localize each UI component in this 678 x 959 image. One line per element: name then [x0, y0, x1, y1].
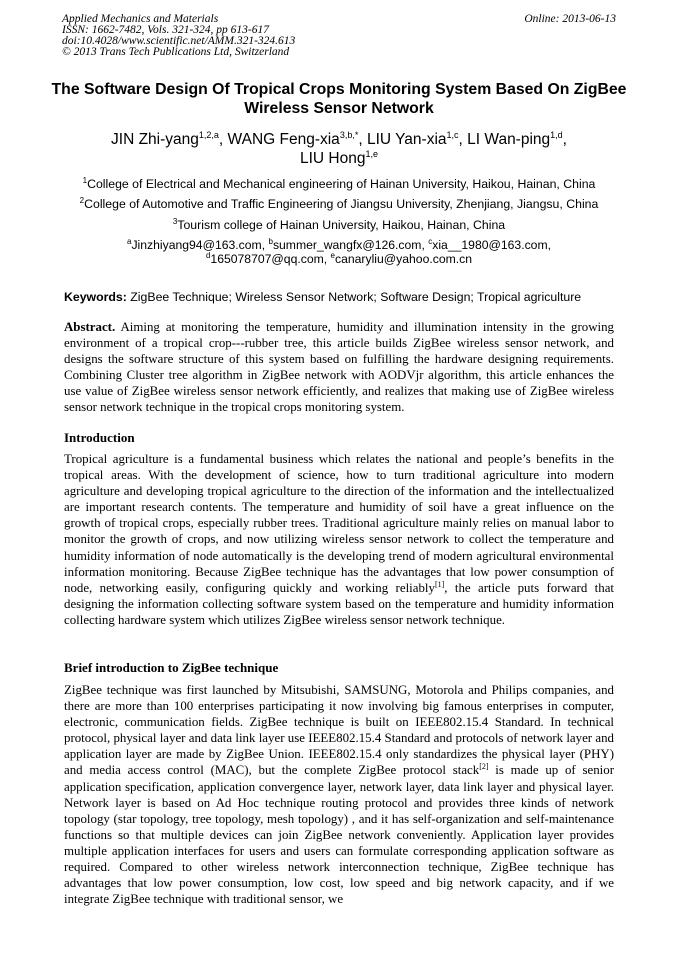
author-separator: ,: [358, 131, 367, 148]
abstract-label: Abstract.: [64, 320, 116, 334]
author-affil-mark: 1,d: [550, 130, 563, 140]
author-name: JIN Zhi-yang: [111, 131, 199, 148]
author-name: WANG Feng-xia: [227, 131, 340, 148]
author-separator: ,: [458, 131, 468, 148]
email-link[interactable]: xia__1980@163.com: [432, 238, 548, 252]
affiliation-mark: 1: [82, 176, 88, 185]
journal-issn: ISSN: 1662-7482, Vols. 321-324, pp 613-617: [62, 24, 269, 36]
email-mark: e: [330, 251, 335, 260]
journal-doi: doi:10.4028/www.scientific.net/AMM.321-324.613: [62, 35, 296, 47]
email-mark: a: [126, 237, 132, 246]
author-name: LI Wan-ping: [467, 131, 551, 148]
email-mark: b: [268, 237, 273, 246]
paragraph-text: ZigBee technique was first launched by Mitsubishi, SAMSUNG, Motorola and Philips companies, and there are more than 100 enterprises participating it now involving big famous enterprises in computer, electronic, communication fields. ZigBee technique is built on IEEE802.15.4 Standard. In technical protocol, physical layer and data link layer use IEEE802.15.4 Standard and protocols of network layer and application layer are made by ZigBee Union. IEEE802.15.4 only standardizes the physical layer (PHY) and media access control (MAC), but the complete ZigBee protocol stack: [64, 683, 614, 778]
citation-ref[interactable]: [2]: [479, 762, 489, 772]
citation-ref[interactable]: [1]: [434, 579, 445, 589]
journal-header: [62, 14, 616, 58]
journal-name: Applied Mechanics and Materials: [62, 13, 219, 25]
author-separator: ,: [218, 131, 228, 148]
author-emails: $^a$Jinzhiyang94@163.com, $^b$summer_wangfx@126.com, $^c$xia__1980@163.com, $^d$165078707@qq.com, $^e$canaryliu@yahoo.com.cn: [126, 237, 552, 266]
journal-copyright: © 2013 Trans Tech Publications Ltd, Switzerland: [62, 46, 290, 58]
email-separator: ,: [323, 252, 331, 266]
introduction-paragraph: [64, 451, 614, 628]
email-mark: d: [205, 251, 211, 260]
author-affil-mark: 1,e: [365, 149, 378, 159]
section-heading-zigbee: Brief introduction to ZigBee technique: [64, 660, 279, 675]
author-name: LIU Hong: [300, 150, 366, 167]
affiliation-2: [40, 197, 638, 211]
author-list: JIN Zhi-yang$^{1,2,a}$, WANG Feng-xia$^{3,b,*}$, LIU Yan-xia$^{1,c}$, LI Wan-ping$^{1,d}$, LIU Hong$^{1,e}$: [111, 130, 567, 167]
author-affil-mark: 1,2,a: [198, 130, 219, 140]
author-affil-mark: 1,c: [446, 130, 459, 140]
author-affil-mark: 3,b,*: [339, 130, 359, 140]
email-link[interactable]: 165078707@qq.com: [210, 252, 324, 266]
affiliation-1: [40, 177, 638, 191]
section-heading-introduction: Introduction: [64, 430, 135, 445]
affiliation-text: College of Electrical and Mechanical engineering of Hainan University, Haikou, Hainan, China: [87, 177, 596, 191]
paragraph-text: is made up of senior application specification, application convergence layer, network layer, data link layer and physical layer. Network layer is based on Ad Hoc technique routing protocol and provides three kinds of network topology (star topology, tree topology, mesh topology) , and it has self-organization and self-maintenance functions so that multiple devices can join ZigBee network conveniently. Application layer provides multiple application interfaces for users and users can formulate corresponding application software as required. Compared to other wireless network interconnection technique, ZigBee technique has advantages that low power consumption, low cost, low speed and big network capacity, and if we integrate ZigBee technique with traditional sensor, we: [64, 763, 614, 907]
online-date: Online: 2013-06-13: [524, 13, 616, 25]
keywords-text: ZigBee Technique; Wireless Sensor Network; Software Design; Tropical agriculture: [126, 290, 582, 304]
keywords-label: Keywords:: [64, 290, 127, 304]
email-link[interactable]: Jinzhiyang94@163.com: [131, 238, 262, 252]
affiliation-text: College of Automotive and Traffic Engineering of Jiangsu University, Zhenjiang, Jiangsu, China: [84, 197, 599, 211]
email-separator: ,: [421, 238, 429, 252]
zigbee-paragraph: [64, 682, 614, 907]
author-name: LIU Yan-xia: [366, 131, 447, 148]
paper-title: The Software Design Of Tropical Crops Monitoring System Based On ZigBee Wireless Sensor Network: [51, 81, 627, 117]
email-separator: ,: [261, 238, 269, 252]
keywords: [64, 290, 618, 304]
affiliation-mark: 3: [172, 217, 178, 226]
abstract-text: Aiming at monitoring the temperature, humidity and illumination intensity in the growing environment of a tropical crop---rubber tree, this article builds ZigBee wireless sensor network, and designs the software structure of this system based on fulfilling the hardware designing requirements. Combining Cluster tree algorithm in ZigBee network with AODVjr algorithm, this article enhances the use value of ZigBee wireless sensor network efficiently, and realizes that making use of ZigBee wireless sensor network technique in the tropical crops monitoring system.: [64, 320, 614, 415]
affiliation-mark: 2: [79, 196, 85, 205]
affiliation-text: Tourism college of Hainan University, Haikou, Hainan, China: [177, 218, 506, 232]
abstract: [64, 319, 614, 416]
paragraph-text: , the article puts forward that designing the information collecting software system based on the temperature and humidity information collecting hardware system which utilizes ZigBee wireless sensor network technique.: [64, 580, 615, 627]
paragraph-text: Tropical agriculture is a fundamental business which relates the national and people’s benefits in the tropical areas. With the development of science, how to turn traditional agriculture into modern agriculture and developing tropical agriculture to the direction of the information and the intellectualized are important research contents. The temperature and humidity of soil have a great influence on the growth of tropical crops, especially rubber trees. Traditional agriculture mainly relies on manual labor to monitor the growth of crops, and now utilizing wireless sensor network to collect the temperature and humidity information of node automatically is the developing trend of modern agricultural environmental information monitoring. Because ZigBee technique has the advantages that low power consumption of node, networking easily, configuring quickly and working reliably: [64, 452, 614, 595]
affiliation-3: [40, 218, 638, 232]
email-mark: c: [428, 237, 433, 246]
email-link[interactable]: canaryliu@yahoo.com.cn: [335, 252, 473, 266]
email-link[interactable]: summer_wangfx@126.com: [272, 238, 422, 252]
